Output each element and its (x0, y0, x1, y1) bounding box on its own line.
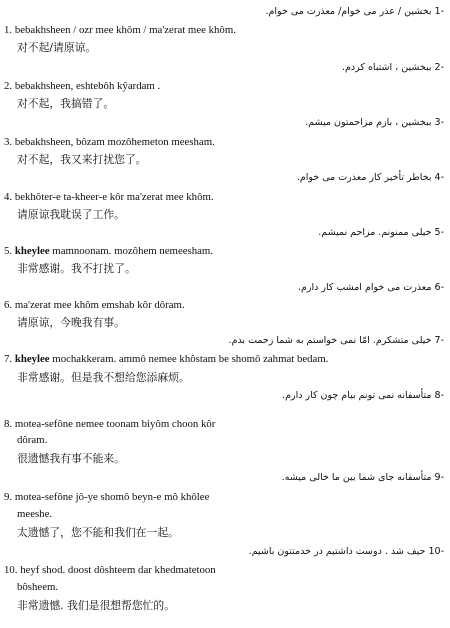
transliteration-3: 3. bebakhsheen, bôzam mozôhemeton meesham. (4, 136, 215, 148)
transliteration-8-cont: dôram. (17, 434, 48, 446)
transliteration-8: 8. motea-sefône nemee toonam biyôm choon kôr (4, 418, 216, 430)
persian-line-10: -10 حیف شد . دوست داشتیم در خدمتتون باشیم. (248, 546, 444, 557)
transliteration-6: 6. ma'zerat mee khôm emshab kôr dôram. (4, 299, 185, 311)
persian-line-4: -4 بخاطر تأخیر کار معذرت می خوام. (296, 172, 444, 183)
persian-line-3: -3 ببخشین ، بازم مزاحمتون میشم. (305, 117, 444, 128)
transliteration-5: 5. kheylee mamnoonam. mozôhem nemeesham. (4, 245, 214, 257)
chinese-3: 对不起，我又来打扰您了。 (17, 153, 147, 166)
transliteration-7: 7. kheylee mochakkeram. ammô nemee khôstam be shomô zahmat bedam. (4, 353, 329, 365)
chinese-6: 请原谅，今晚我有事。 (17, 316, 125, 329)
chinese-2: 对不起，我搞错了。 (17, 97, 115, 110)
persian-line-1: -1 بخشین / عذر می خوام/ معذرت می خوام. (265, 6, 444, 17)
chinese-5: 非常感谢。我不打扰了。 (17, 262, 136, 275)
persian-line-5: -5 خیلی ممنونم. مزاحم نمیشم. (318, 227, 444, 238)
transliteration-4: 4. bekhôter-e ta-kheer-e kôr ma'zerat mee khôm. (4, 191, 214, 203)
chinese-9: 太遗憾了，您不能和我们在一起。 (17, 526, 179, 539)
transliteration-9: 9. motea-sefône jô-ye shomô beyn-e mô khôlee (4, 491, 210, 503)
transliteration-10: 10. heyf shod. doost dôshteem dar khedmatetoon (4, 564, 216, 576)
transliteration-1: 1. bebakhsheen / ozr mee khôm / ma'zerat mee khôm. (4, 24, 236, 36)
persian-line-6: -6 معذرت می خوام امشب کار دارم. (297, 282, 444, 293)
chinese-10: 非常遗憾. 我们是很想帮您忙的。 (17, 599, 176, 612)
chinese-8: 很遗憾我有事不能来。 (17, 452, 125, 465)
chinese-7: 非常感谢。但是我不想给您添麻烦。 (17, 371, 190, 384)
transliteration-2: 2. bebakhsheen, eshtebôh kŷardam . (4, 80, 161, 92)
persian-line-9: -9 متأسفانه جای شما بین ما خالی میشه. (281, 472, 444, 483)
persian-line-8: -8 متأسفانه نمی تونم بیام چون کار دارم. (282, 390, 444, 401)
persian-line-2: -2 ببخشین ، اشتباه کردم. (342, 62, 444, 73)
chinese-4: 请原谅我耽误了工作。 (17, 208, 125, 221)
transliteration-10-cont: bôsheem. (17, 581, 59, 593)
persian-line-7: -7 خیلی متشکرم. امّا نمی خواستم به شما زحمت بدم. (228, 335, 444, 346)
chinese-1: 对不起/请原谅。 (17, 41, 97, 54)
transliteration-9-cont: meeshe. (17, 508, 53, 520)
